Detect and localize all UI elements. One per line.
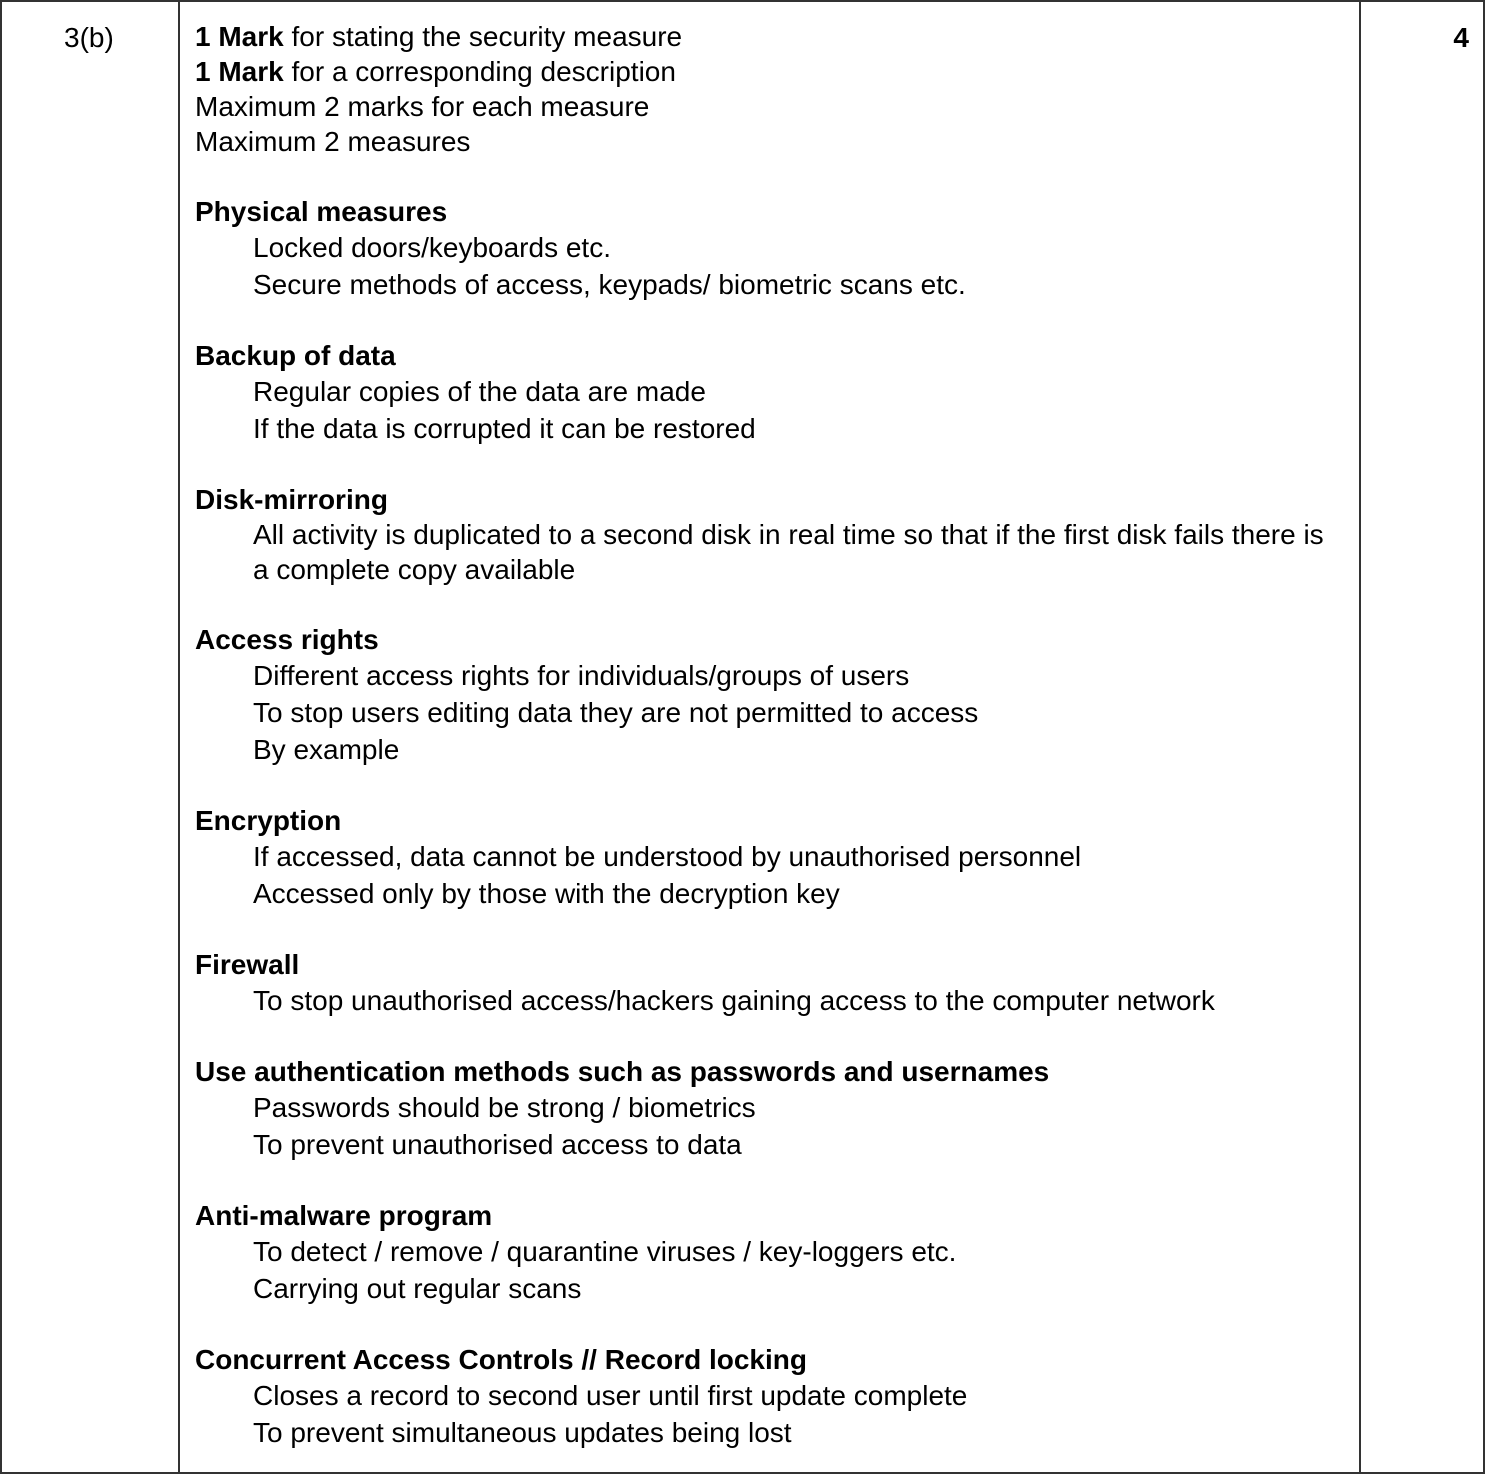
measure-point: Passwords should be strong / biometrics (253, 1092, 756, 1123)
measure-point: Locked doors/keyboards etc. (253, 232, 611, 263)
measure-point: Closes a record to second user until first update complete (253, 1380, 968, 1411)
measure-title: Concurrent Access Controls // Record locking (195, 1344, 807, 1375)
measure-title: Encryption (195, 805, 342, 836)
measure-backup (195, 338, 1345, 447)
measure-point: All activity is duplicated to a second disk in real time so that if the first disk fails there is a complete copy available (253, 519, 1324, 585)
guidance-line: Maximum 2 measures (195, 126, 471, 157)
measure-title: Use authentication methods such as passwords and usernames (195, 1056, 1050, 1087)
measure-firewall (195, 947, 1345, 1019)
measure-point: If accessed, data cannot be understood by unauthorised personnel (253, 841, 1082, 872)
measure-point: If the data is corrupted it can be restored (253, 413, 756, 444)
measure-point: To stop unauthorised access/hackers gaining access to the computer network (253, 985, 1215, 1016)
measure-physical (195, 194, 1345, 303)
measure-point: Regular copies of the data are made (253, 376, 706, 407)
measure-authentication (195, 1054, 1345, 1163)
measure-point: Different access rights for individuals/groups of users (253, 660, 910, 691)
column-divider-2 (1359, 2, 1361, 1472)
measure-title: Firewall (195, 949, 300, 980)
question-number: 3(b) (64, 22, 114, 53)
measure-disk-mirroring (195, 482, 1345, 587)
column-divider-1 (178, 2, 180, 1472)
measure-title: Access rights (195, 624, 379, 655)
measure-anti-malware (195, 1198, 1345, 1307)
measure-title: Backup of data (195, 340, 396, 371)
measure-point: To detect / remove / quarantine viruses / key-loggers etc. (253, 1236, 957, 1267)
marking-guidance (195, 19, 1345, 159)
answer-content (195, 19, 1345, 1451)
measure-point: By example (253, 734, 400, 765)
measure-encryption (195, 803, 1345, 912)
measure-point: Accessed only by those with the decryption key (253, 878, 840, 909)
measure-access-rights (195, 622, 1345, 768)
marks-total: 4 (1453, 22, 1469, 53)
measure-point: Carrying out regular scans (253, 1273, 582, 1304)
measure-point: To prevent unauthorised access to data (253, 1129, 742, 1160)
guidance-line: 1 Mark for stating the security measure (195, 21, 683, 52)
measure-title: Disk-mirroring (195, 484, 388, 515)
measure-title: Physical measures (195, 196, 448, 227)
guidance-line: 1 Mark for a corresponding description (195, 56, 676, 87)
measure-title: Anti-malware program (195, 1200, 493, 1231)
guidance-line: Maximum 2 marks for each measure (195, 91, 650, 122)
measure-concurrent-access (195, 1342, 1345, 1451)
measure-point: Secure methods of access, keypads/ biometric scans etc. (253, 269, 966, 300)
measure-point: To stop users editing data they are not permitted to access (253, 697, 979, 728)
measure-point: To prevent simultaneous updates being lost (253, 1417, 792, 1448)
